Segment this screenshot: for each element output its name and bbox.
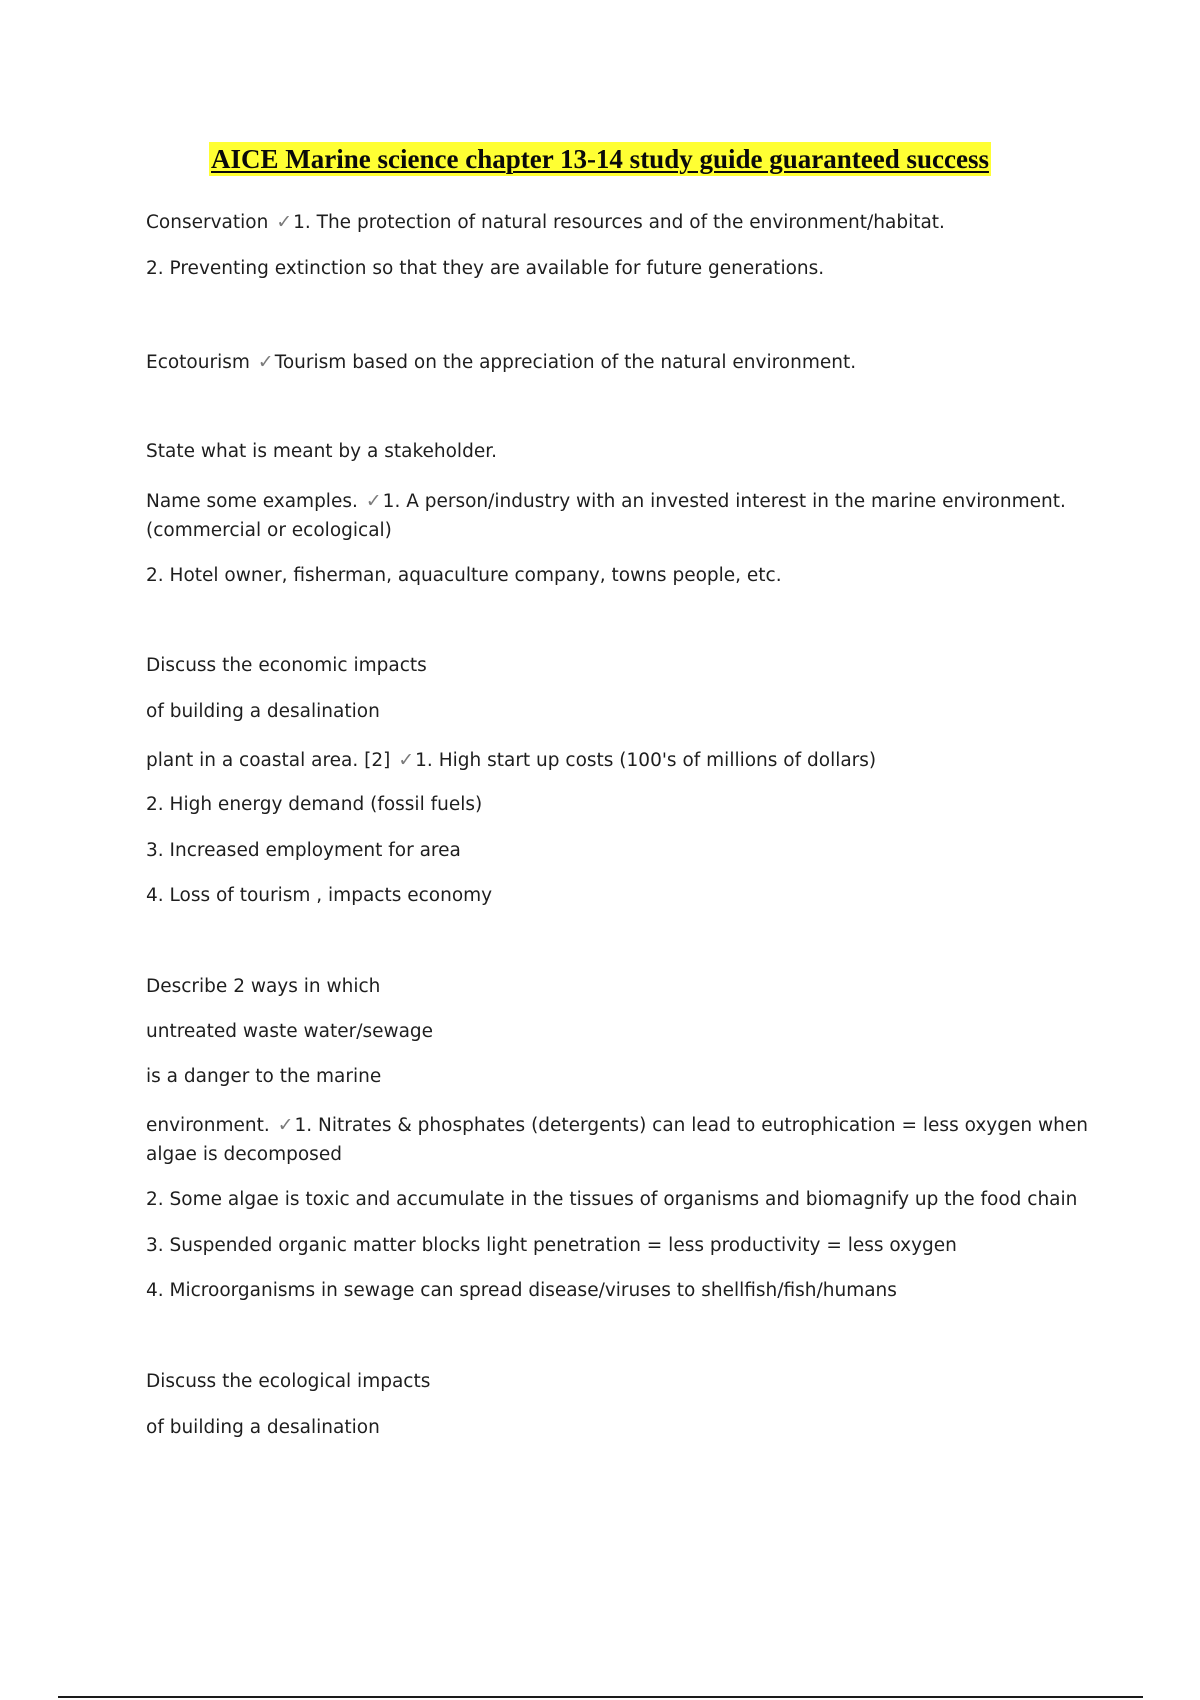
text-line: State what is meant by a stakeholder. [146,441,497,462]
text-line: 3. Increased employment for area [146,840,461,861]
text-line: untreated waste water/sewage [146,1021,434,1042]
answer-text: 1. Nitrates & phosphates (detergents) can lead to eutrophication = less oxygen when [294,1115,1088,1136]
text-line: 2. Some algae is toxic and accumulate in the tissues of organisms and biomagnify up the food chain [146,1189,1078,1210]
question-text: Name some examples. [146,491,358,512]
check-icon: ✓ [257,351,274,373]
text-line: algae is decomposed [146,1144,342,1165]
text-line: 2. High energy demand (fossil fuels) [146,794,483,815]
question-text: plant in a coastal area. [2] [146,750,391,771]
page-title: AICE Marine science chapter 13-14 study guide guaranteed success [211,144,989,174]
title-block [0,142,1200,176]
text-line: Discuss the economic impacts [146,655,427,676]
text-line: Discuss the ecological impacts [146,1371,431,1392]
text-line [146,207,1076,238]
check-icon: ✓ [276,211,293,233]
text-line [146,1110,1088,1141]
text-line: Describe 2 ways in which [146,976,381,997]
term-ecotourism: Ecotourism [146,352,250,373]
text-line: (commercial or ecological) [146,520,392,541]
text-line: 4. Loss of tourism , impacts economy [146,885,493,906]
check-icon: ✓ [398,749,415,771]
answer-text: 1. High start up costs (100's of millions of dollars) [415,750,877,771]
footer-divider [58,1696,1143,1698]
check-icon: ✓ [277,1114,294,1136]
text-line [146,486,1076,517]
question-text: environment. [146,1115,270,1136]
text-line [146,745,1076,776]
definition-text: Tourism based on the appreciation of the natural environment. [274,352,857,373]
text-line: 3. Suspended organic matter blocks light penetration = less productivity = less oxygen [146,1235,957,1256]
text-line: of building a desalination [146,701,380,722]
text-line: is a danger to the marine [146,1066,382,1087]
text-line: 4. Microorganisms in sewage can spread disease/viruses to shellfish/fish/humans [146,1280,897,1301]
check-icon: ✓ [365,490,382,512]
text-line: 2. Preventing extinction so that they are available for future generations. [146,258,825,279]
text-line: 2. Hotel owner, fisherman, aquaculture company, towns people, etc. [146,565,782,586]
text-line: of building a desalination [146,1417,380,1438]
definition-text: 1. The protection of natural resources and of the environment/habitat. [293,212,945,233]
term-conservation: Conservation [146,212,269,233]
text-line [146,347,1076,378]
answer-text: 1. A person/industry with an invested interest in the marine environment. [382,491,1066,512]
